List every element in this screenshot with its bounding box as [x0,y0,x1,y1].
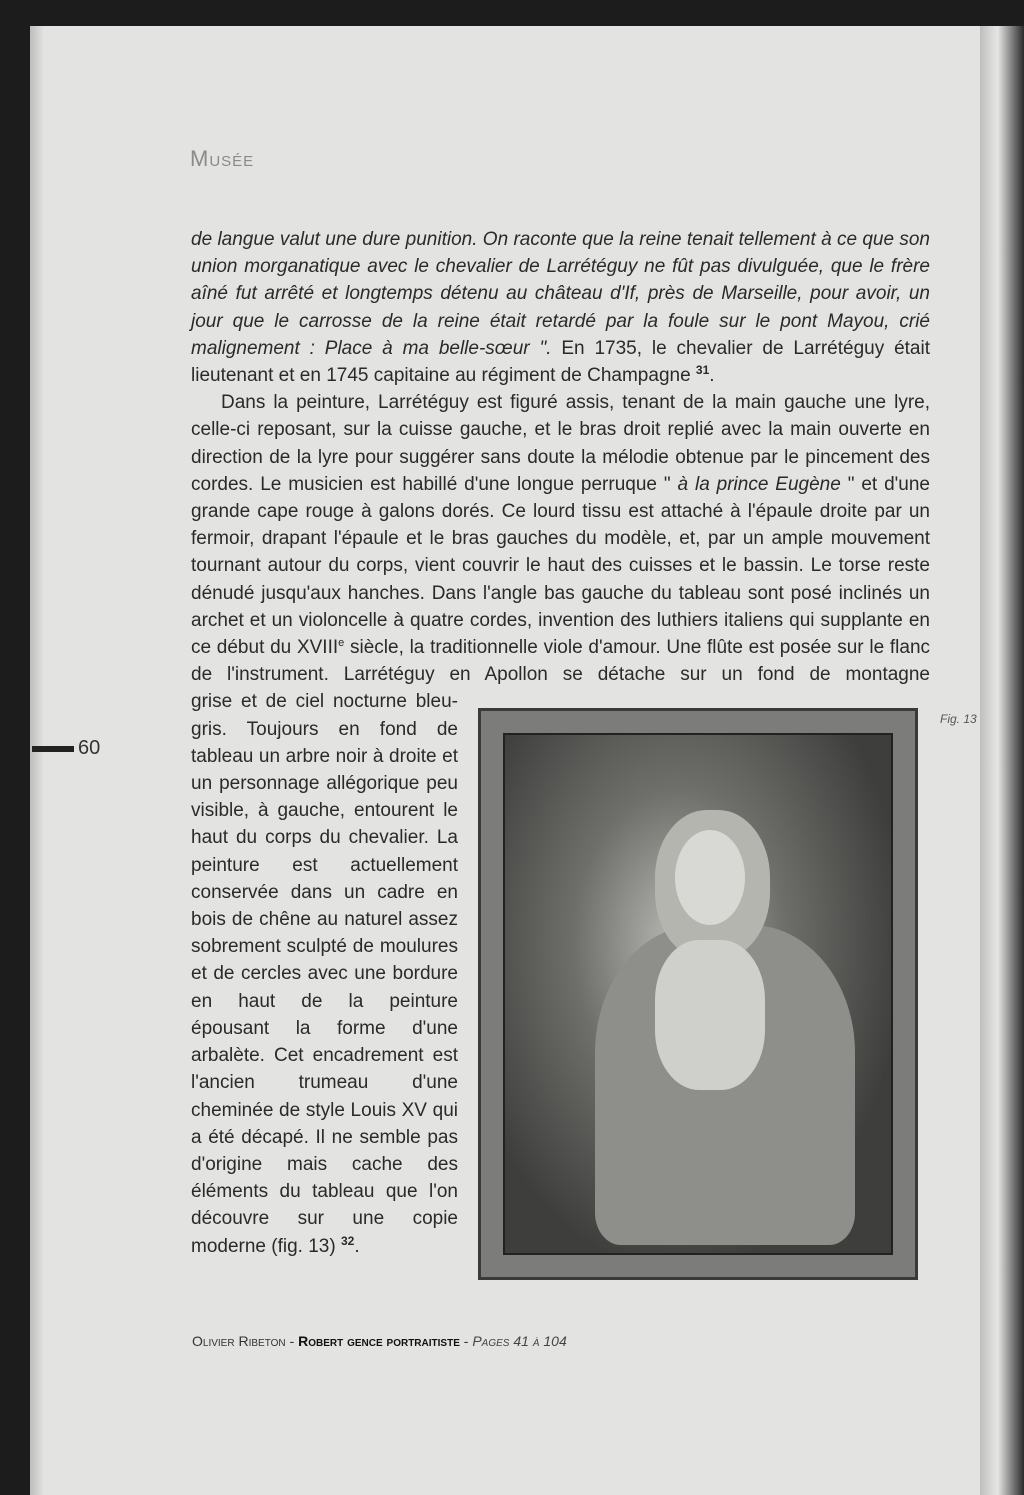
paragraph-1 [191,226,930,389]
separator: - [285,1333,299,1349]
running-footer [192,1333,567,1349]
page-number: 60 [78,737,101,759]
face [675,830,745,925]
page-number-marker [32,746,74,752]
footer-pages: Pages 41 à 104 [472,1333,567,1349]
footnote-ref: 32 [340,1233,355,1248]
text: . [354,1235,360,1257]
footer-author: Olivier Ribeton [192,1333,286,1349]
text: En 1735, le chevalier de Larrétéguy était lieutenant et en 1745 capitaine au régiment de Champagne [191,337,930,387]
quote-text: de langue valut une dure punition. On raconte que la reine tenait tellement à ce que son union morganatique avec le chevalier de Larrétéguy ne fût pas divulguée, que le frère aîné fut arrêté et longtemps détenu au château d'If, près de Marseille, pour avoir, un jour que le carrosse de la reine était retardé par la foule sur le pont Mayou, crié malignement : Place à ma belle-sœur ". [191,229,930,359]
superscript: e [338,637,345,650]
paragraph-2 [191,389,930,688]
portrait-painting [503,733,893,1255]
figure-label: Fig. 13 [940,712,977,726]
paragraph-2-continued [191,688,458,1259]
separator: - [459,1333,473,1349]
facing-page-edge [980,26,1024,1495]
footnote-ref: 31 [695,363,710,378]
text: siècle, la traditionnelle viole d'amour. Une flûte est posée sur le flanc de l'instrument. Larrétéguy en Apollon se détache sur un fond de montagne [191,637,931,686]
footer-title: Robert gence portraitiste [298,1333,460,1349]
torso [655,940,765,1090]
text: Dans la peinture, Larrétéguy est figuré assis, tenant de la main gauche une lyre, celle-ci reposant, sur la cuisse gauche, et le bras droit replié avec la main ouverte en direction de la lyre pour suggérer sans doute la mélodie obtenue par le pincement des cordes. Le musicien est habillé d'une longue perruque " [191,392,930,495]
page-edge [30,26,44,1495]
text: grise et de ciel nocturne bleu-gris. Toujours en fond de tableau un arbre noir à droite et un personnage allégorique peu visible, à gauche, entourent le haut du corps du chevalier. La peinture est actuellement conservée dans un cadre en bois de chêne au naturel assez sobrement sculpté de moulures et de cercles avec une bordure en haut de la peinture épousant la forme d'une arbalète. Cet encadrement est l'ancien trumeau d'une cheminée de style Louis XV qui a été décapé. Il ne semble pas d'origine mais cache des éléments du tableau que l'on découvre sur une copie moderne (fig. 13) [191,691,458,1257]
text: " et d'une grande cape rouge à galons dorés. Ce lourd tissu est attaché à l'épaule droite par un fermoir, drapant l'épaule et le bras gauches du modèle, et, par un ample mouvement tournant autour du corps, vient couvrir le haut des cuisses et le bassin. Le torse reste dénudé jusqu'aux hanches. Dans l'angle bas gauche du tableau sont posé inclinés un archet et un violoncelle à quatre cordes, invention des luthiers italiens qui supplante en ce début du XVIII [191,473,931,659]
portrait-figure [478,708,918,1280]
section-header: Musée [190,146,255,171]
italic-text: à la prince Eugène [677,473,841,495]
text: . [709,365,715,387]
